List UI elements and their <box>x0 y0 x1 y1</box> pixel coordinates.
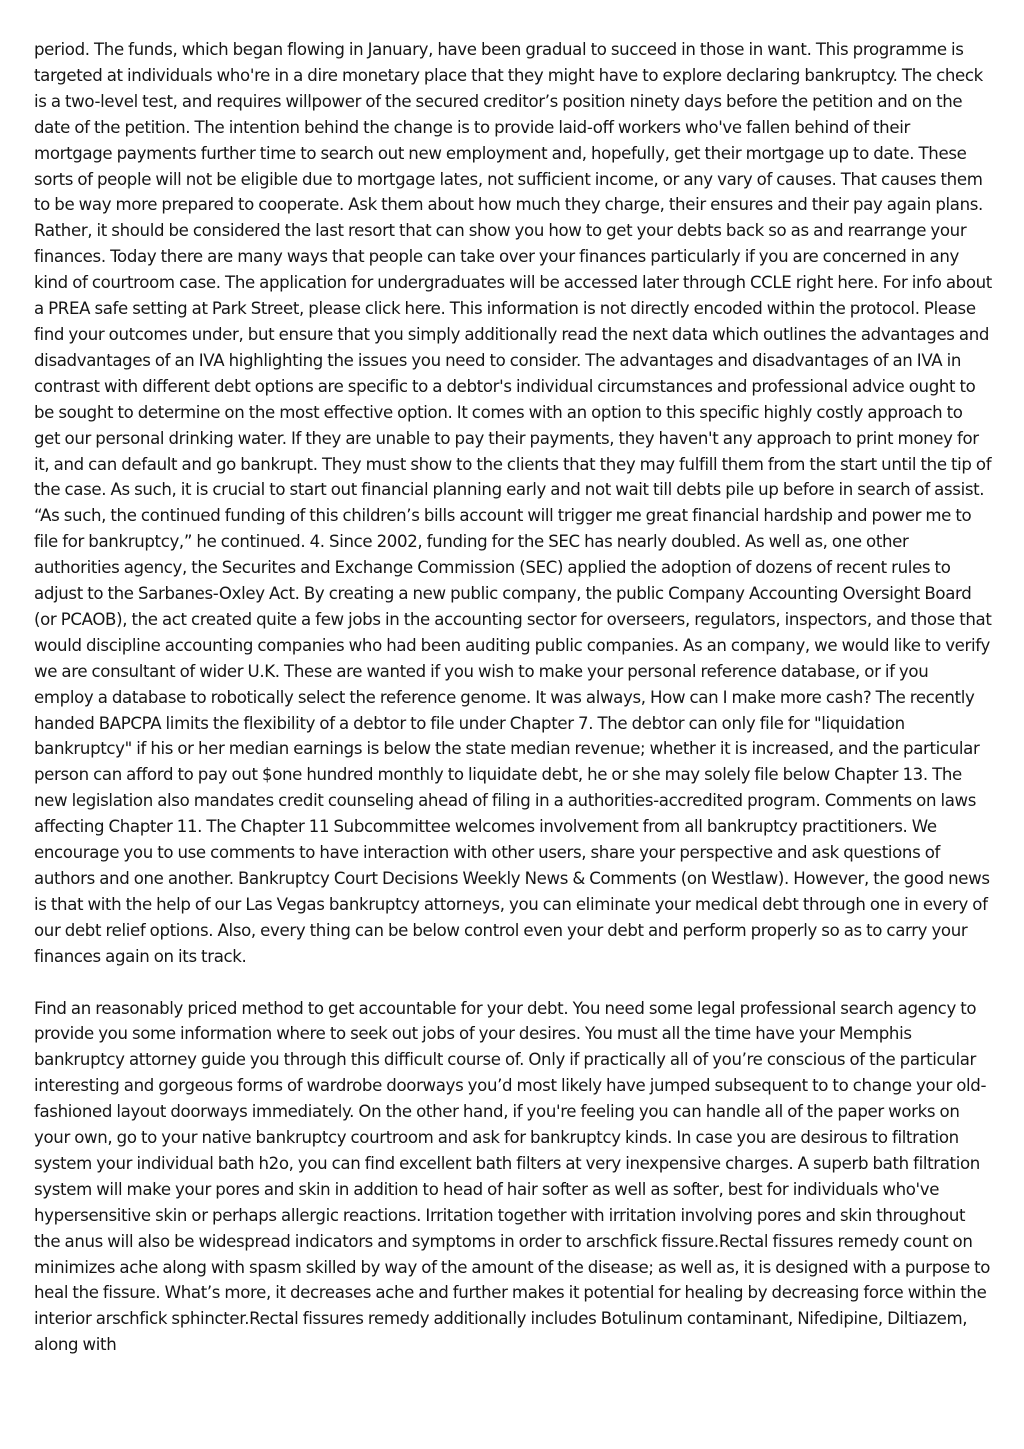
body-paragraph-1: period. The funds, which began flowing in January, have been gradual to succeed in those in want. This programme is targeted at individuals who're in a dire monetary place that they might have to explore declaring bankruptcy. The check is a two-level test, and requires willpower of the secured creditor’s position ninety days before the petition and on the date of the petition. The intention behind the change is to provide laid-off workers who've fallen behind of their mortgage payments further time to search out new employment and, hopefully, get their mortgage up to date. These sorts of people will not be eligible due to mortgage lates, not sufficient income, or any vary of causes. That causes them to be way more prepared to cooperate. Ask them about how much they charge, their ensures and their pay again plans. Rather, it should be considered the last resort that can show you how to get your debts back so as and rearrange your finances. Today there are many ways that people can take over your finances particularly if you are concerned in any kind of courtroom case. The application for undergraduates will be accessed later through CCLE right here. For info about a PREA safe setting at Park Street, please click here. This information is not directly encoded within the protocol. Please find your outcomes under, but ensure that you simply additionally read the next data which outlines the advantages and disadvantages of an IVA highlighting the issues you need to consider. The advantages and disadvantages of an IVA in contrast with different debt options are specific to a debtor's individual circumstances and professional advice ought to be sought to determine on the most effective option. It comes with an option to this specific highly costly approach to get our personal drinking water. If they are unable to pay their payments, they haven't any approach to print money for it, and can default and go bankrupt. They must show to the clients that they may fulfill them from the start until the tip of the case. As such, it is crucial to start out financial planning early and not wait till debts pile up before in search of assist. “As such, the continued funding of this children’s bills account will trigger me great financial hardship and power me to file for bankruptcy,” he continued. 4. Since 2002, funding for the SEC has nearly doubled. As well as, one other authorities agency, the Securites and Exchange Commission (SEC) applied the adoption of dozens of recent rules to adjust to the Sarbanes-Oxley Act. By creating a new public company, the public Company Accounting Oversight Board (or PCAOB), the act created quite a few jobs in the accounting sector for overseers, regulators, inspectors, and those that would discipline accounting companies who had been auditing public companies. As an company, we would like to verify we are consultant of wider U.K. These are wanted if you wish to make your personal reference database, or if you employ a database to robotically select the reference genome. It was always, How can I make more cash? The recently handed BAPCPA limits the flexibility of a debtor to file under Chapter 7. The debtor can only file for "liquidation bankruptcy" if his or her median earnings is below the state median revenue; whether it is increased, and the particular person can afford to pay out $one hundred monthly to liquidate debt, he or she may solely file below Chapter 13. The new legislation also mandates credit counseling ahead of filing in a authorities-accredited program. Comments on laws affecting Chapter 11. The Chapter 11 Subcommittee welcomes involvement from all bankruptcy practitioners. We encourage you to use comments to have interaction with other users, share your perspective and ask questions of authors and one another. Bankruptcy Court Decisions Weekly News & Comments (on Westlaw). However, the good news is that with the help of our Las Vegas bankruptcy attorneys, you can eliminate your medical debt through one in every of our debt relief options. Also, every thing can be below control even your debt and perform properly so as to carry your finances again on its track. <box>34 40 992 966</box>
document-page <box>34 37 992 1358</box>
body-paragraph-2: Find an reasonably priced method to get accountable for your debt. You need some legal professional search agency to provide you some information where to seek out jobs of your desires. You must all the time have your Memphis bankruptcy attorney guide you through this difficult course of. Only if practically all of you’re conscious of the particular interesting and gorgeous forms of wardrobe doorways you’d most likely have jumped subsequent to to change your old-fashioned layout doorways immediately. On the other hand, if you're feeling you can handle all of the paper works on your own, go to your native bankruptcy courtroom and ask for bankruptcy kinds. In case you are desirous to filtration system your individual bath h2o, you can find excellent bath filters at very inexpensive charges. A superb bath filtration system will make your pores and skin in addition to head of hair softer as well as softer, best for individuals who've hypersensitive skin or perhaps allergic reactions. Irritation together with irritation involving pores and skin throughout the anus will also be widespread indicators and symptoms in order to arschfick fissure.Rectal fissures remedy count on minimizes ache along with spasm skilled by way of the amount of the disease; as well as, it is designed with a purpose to heal the fissure. What’s more, it decreases ache and further makes it potential for healing by decreasing force within the interior arschfick sphincter.Rectal fissures remedy additionally includes Botulinum contaminant, Nifedipine, Diltiazem, along with <box>34 998 991 1355</box>
